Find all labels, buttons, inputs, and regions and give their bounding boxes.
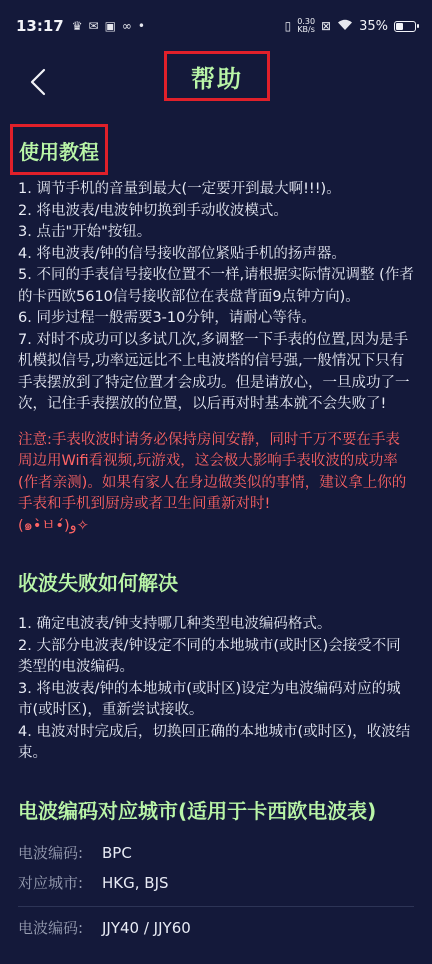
list-item: 4. 将电波表/钟的信号接收部位紧贴手机的扬声器。 xyxy=(18,245,346,262)
tutorial-steps xyxy=(18,179,414,416)
code-entry xyxy=(18,913,414,943)
tutorial-title: 使用教程 xyxy=(19,140,99,164)
failure-steps xyxy=(18,614,414,765)
cities-title: 电波编码对应城市(适用于卡西欧电波表) xyxy=(18,798,377,823)
battery-percent: 35% xyxy=(359,18,388,34)
warning-text: 注意:手表收波时请务必保持房间安静，同时千万不要在手表周边用Wifi看视频,玩游戏，这会极大影响手表收波的成功率(作者亲测)。如果有家人在身边做类似的事情，建议拿上你的手表和手机到厨房或者卫生间重新对时! xyxy=(18,431,407,512)
city-value: HKG, BJS xyxy=(102,873,169,892)
chevron-left-icon xyxy=(30,68,46,96)
crown-icon: ♛ xyxy=(71,19,83,33)
list-item: 5. 不同的手表信号接收位置不一样,请根据实际情况调整 (作者的卡西欧5610信号接收部位在表盘背面9点钟方向)。 xyxy=(18,267,414,305)
dot-icon: • xyxy=(137,19,145,33)
divider xyxy=(18,906,414,907)
calendar-icon: ▣ xyxy=(104,19,116,33)
status-bar xyxy=(0,0,432,52)
code-value: BPC xyxy=(102,843,132,862)
header xyxy=(0,52,432,114)
list-item: 1. 调节手机的音量到最大(一定要开到最大啊!!!)。 xyxy=(18,181,341,197)
page-title: 帮助 xyxy=(191,64,243,93)
city-label: 对应城市: xyxy=(18,874,84,892)
tutorial-title-highlight-box xyxy=(10,124,108,175)
warning-note xyxy=(18,430,414,538)
list-item: 3. 将电波表/钟的本地城市(或时区)设定为电波编码对应的城市(或时区)，重新尝试接收。 xyxy=(18,680,401,718)
back-button[interactable] xyxy=(24,67,52,97)
cities-section xyxy=(18,795,414,943)
wifi-icon xyxy=(337,19,353,34)
list-item: 7. 对时不成功可以多试几次,多调整一下手表的位置,因为是手机模拟信号,功率远远比不上电波塔的信号强,一般情况下只有手表摆放到了特定位置才会成功。但是请放心，一旦成功了一次，记住手表摆放的位置，以后再对时基本就不会失败了! xyxy=(18,331,410,412)
notification-icons xyxy=(72,19,145,33)
failure-section xyxy=(18,567,414,765)
title-highlight-box xyxy=(164,51,270,101)
list-item: 2. 将电波表/电波钟切换到手动收波模式。 xyxy=(18,202,288,219)
code-label: 电波编码: xyxy=(18,919,84,937)
emoticon: (๑•̀ㅂ•́)و✧ xyxy=(18,517,89,534)
list-item: 1. 确定电波表/钟支持哪几种类型电波编码格式。 xyxy=(18,616,332,632)
code-entry xyxy=(18,838,414,898)
list-item: 4. 电波对时完成后，切换回正确的本地城市(或时区)，收波结束。 xyxy=(18,723,411,761)
code-value: JJY40 / JJY60 xyxy=(102,918,191,937)
vibrate-icon: ▯ xyxy=(284,19,292,33)
status-time: 13:17 xyxy=(16,17,64,35)
failure-title: 收波失败如何解决 xyxy=(18,571,178,595)
flow-icon: ∞ xyxy=(121,19,132,33)
battery-icon xyxy=(394,21,416,32)
sim-off-icon: ⊠ xyxy=(321,19,332,33)
help-content[interactable] xyxy=(0,114,432,943)
list-item: 3. 点击"开始"按钮。 xyxy=(18,224,152,240)
network-speed: 0.30 KB/s xyxy=(297,17,316,34)
list-item: 2. 大部分电波表/钟设定不同的本地城市(或时区)会接受不同类型的电波编码。 xyxy=(18,637,401,675)
envelope-icon: ✉ xyxy=(88,19,99,33)
code-label: 电波编码: xyxy=(18,844,84,862)
list-item: 6. 同步过程一般需要3-10分钟，请耐心等待。 xyxy=(18,310,316,326)
